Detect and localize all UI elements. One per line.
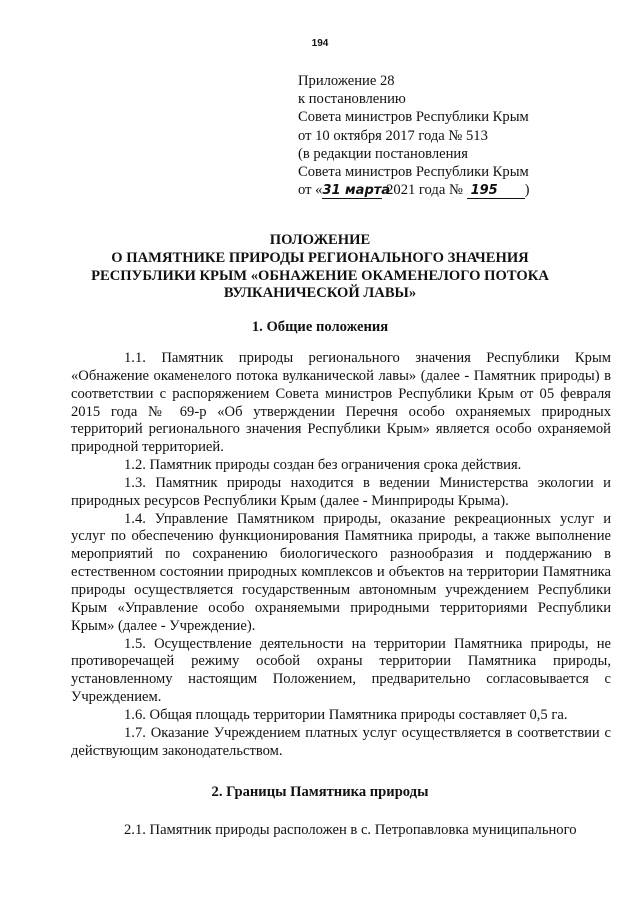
appendix-date-prefix: от « — [298, 182, 323, 199]
appendix-line: к постановлению — [298, 91, 406, 108]
paragraph-1-4: 1.4. Управление Памятником природы, оказание рекреационных услуг и услуг по обеспечению функционирования Памятника природы, а также выполнение мероприятий по сохранению биологического разнообразия и поддержанию в естественном состоянии природных комплексов и объектов на территории Памятника природы осуществляется государственным автономным учреждением Республики Крым «Управление особо охраняемыми природными территориями Республики Крым» (далее - Учреждение). — [71, 510, 611, 634]
paragraph-1-6: 1.6. Общая площадь территории Памятника природы составляет 0,5 га. — [124, 706, 568, 723]
appendix-line: от 10 октября 2017 года № 513 — [298, 127, 488, 144]
paragraph-1-2: 1.2. Памятник природы создан без ограничения срока действия. — [124, 457, 522, 474]
appendix-date-suffix: ) — [524, 182, 530, 199]
appendix-date-middle: 2021 года № — [386, 182, 463, 199]
section-heading-general: 1. Общие положения — [251, 319, 389, 335]
paragraph-2-1: 2.1. Памятник природы расположен в с. Петропавловка муниципального — [124, 822, 577, 838]
appendix-block — [298, 72, 628, 199]
appendix-line: Совета министров Республики Крым — [298, 164, 529, 181]
title-line: О ПАМЯТНИКЕ ПРИРОДЫ РЕГИОНАЛЬНОГО ЗНАЧЕНИЯ — [111, 249, 529, 266]
appendix-line: (в редакции постановления — [298, 145, 468, 162]
appendix-line: Совета министров Республики Крым — [298, 109, 529, 126]
section-boundaries-body — [71, 822, 611, 840]
paragraph-1-3: 1.3. Памятник природы находится в ведении Министерства экологии и природных ресурсов Республики Крым (далее - Минприроды Крыма). — [71, 474, 611, 509]
page-number: 194 — [311, 38, 329, 49]
document-title — [40, 232, 600, 303]
title-line: ВУЛКАНИЧЕСКОЙ ЛАВЫ» — [223, 285, 417, 302]
paragraph-1-5: 1.5. Осуществление деятельности на территории Памятника природы, не противоречащей режиму особой охраны территории Памятника природы, установленному настоящим Положением, предварительно согласовывается с Учреждением. — [71, 635, 611, 706]
section-general-body — [71, 350, 611, 760]
section-heading-boundaries: 2. Границы Памятника природы — [211, 784, 429, 800]
paragraph-1-7: 1.7. Оказание Учреждением платных услуг осуществляется в соответствии с действующим законодательством. — [71, 724, 611, 759]
handwritten-number: 195 — [467, 184, 525, 199]
appendix-date-line — [298, 181, 628, 199]
handwritten-date: 31 марта — [322, 183, 391, 199]
title-line: РЕСПУБЛИКИ КРЫМ «ОБНАЖЕНИЕ ОКАМЕНЕЛОГО ПОТОКА — [91, 267, 549, 284]
paragraph-1-1: 1.1. Памятник природы регионального значения Республики Крым «Обнажение окаменелого потока вулканической лавы» (далее - Памятник природы) в соответствии с распоряжением Совета министров Республики Крым от 05 февраля 2015 года № 69-р «Об утверждении Перечня особо охраняемых природных территорий регионального значения Республики Крым» является особо охраняемой природной территорией. — [71, 350, 611, 456]
title-line: ПОЛОЖЕНИЕ — [269, 232, 371, 248]
appendix-line: Приложение 28 — [298, 73, 395, 89]
